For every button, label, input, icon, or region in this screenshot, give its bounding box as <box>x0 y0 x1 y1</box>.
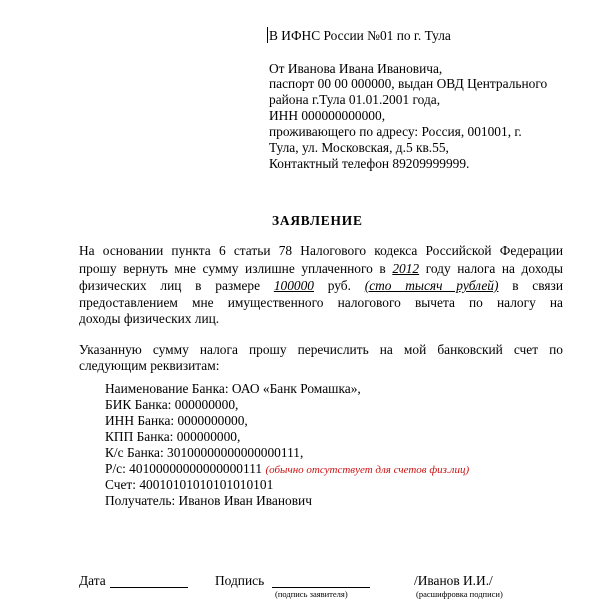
from-line-6: Тула, ул. Московская, д.5 кв.55, <box>269 140 449 155</box>
word: связи <box>532 278 564 293</box>
signature-line <box>272 587 370 588</box>
from-line-2: паспорт 00 00 000000, выдан ОВД Центрального <box>269 76 548 91</box>
paragraph-1-line-1: На основании пункта 6 статьи 78 Налогового кодекса Российской Федерации <box>79 243 563 258</box>
word: лиц <box>160 278 182 293</box>
text-cursor <box>267 27 268 43</box>
from-line-3: района г.Тула 01.01.2001 года, <box>269 92 441 107</box>
addressee: В ИФНС России №01 по г. Тула <box>269 28 451 43</box>
date-label: Дата <box>79 573 106 588</box>
settlement-account-note: (обычно отсутствует для счетов физ.лиц) <box>265 464 470 476</box>
signer-name-caption: (расшифровка подписи) <box>416 589 503 599</box>
from-line-5: проживающего по адресу: Россия, 001001, г. <box>269 124 522 139</box>
from-line-4: ИНН 000000000000, <box>269 108 386 123</box>
word: в <box>195 278 202 293</box>
bank-kpp: КПП Банка: 000000000, <box>105 429 241 444</box>
tax-year: 2012 <box>392 261 420 276</box>
paragraph-2-line-1: Указанную сумму налога прошу перечислить на мой банковский счет по <box>79 342 563 357</box>
paragraph-1-line-4: предоставлением мне имущественного налогового вычета по налогу на <box>79 295 563 310</box>
refund-amount-words: (сто тысяч рублей) <box>364 278 499 293</box>
paragraph-2-line-2: следующим реквизитам: <box>79 358 220 373</box>
p1-line2-pre: прошу вернуть мне сумму излишне уплаченного в <box>79 261 386 276</box>
settlement-account-value: Р/с: 40100000000000000111 <box>105 461 263 476</box>
word: размере <box>215 278 261 293</box>
word: в <box>512 278 519 293</box>
personal-account: Счет: 40010101010101010101 <box>105 477 274 492</box>
word: физических <box>79 278 147 293</box>
document-title: ЗАЯВЛЕНИЕ <box>272 213 363 228</box>
date-line <box>110 587 188 588</box>
bank-correspondent-account: К/с Банка: 30100000000000000111, <box>105 445 304 460</box>
signer-name: /Иванов И.И./ <box>414 573 493 588</box>
signature-caption: (подпись заявителя) <box>275 589 348 599</box>
signature-label: Подпись <box>215 573 265 588</box>
recipient: Получатель: Иванов Иван Иванович <box>105 493 312 508</box>
bank-bik: БИК Банка: 000000000, <box>105 397 239 412</box>
refund-amount: 100000 <box>273 278 314 293</box>
paragraph-1-line-2 <box>79 260 563 278</box>
from-line-7: Контактный телефон 89209999999. <box>269 156 470 171</box>
paragraph-1-line-5: доходы физических лиц. <box>79 311 220 326</box>
p1-line2-post: году налога на доходы <box>425 261 563 276</box>
bank-inn: ИНН Банка: 0000000000, <box>105 413 248 428</box>
word: руб. <box>327 278 351 293</box>
paragraph-1-line-3 <box>79 277 563 295</box>
bank-name: Наименование Банка: ОАО «Банк Ромашка», <box>105 381 361 396</box>
from-line-1: От Иванова Ивана Ивановича, <box>269 61 443 76</box>
